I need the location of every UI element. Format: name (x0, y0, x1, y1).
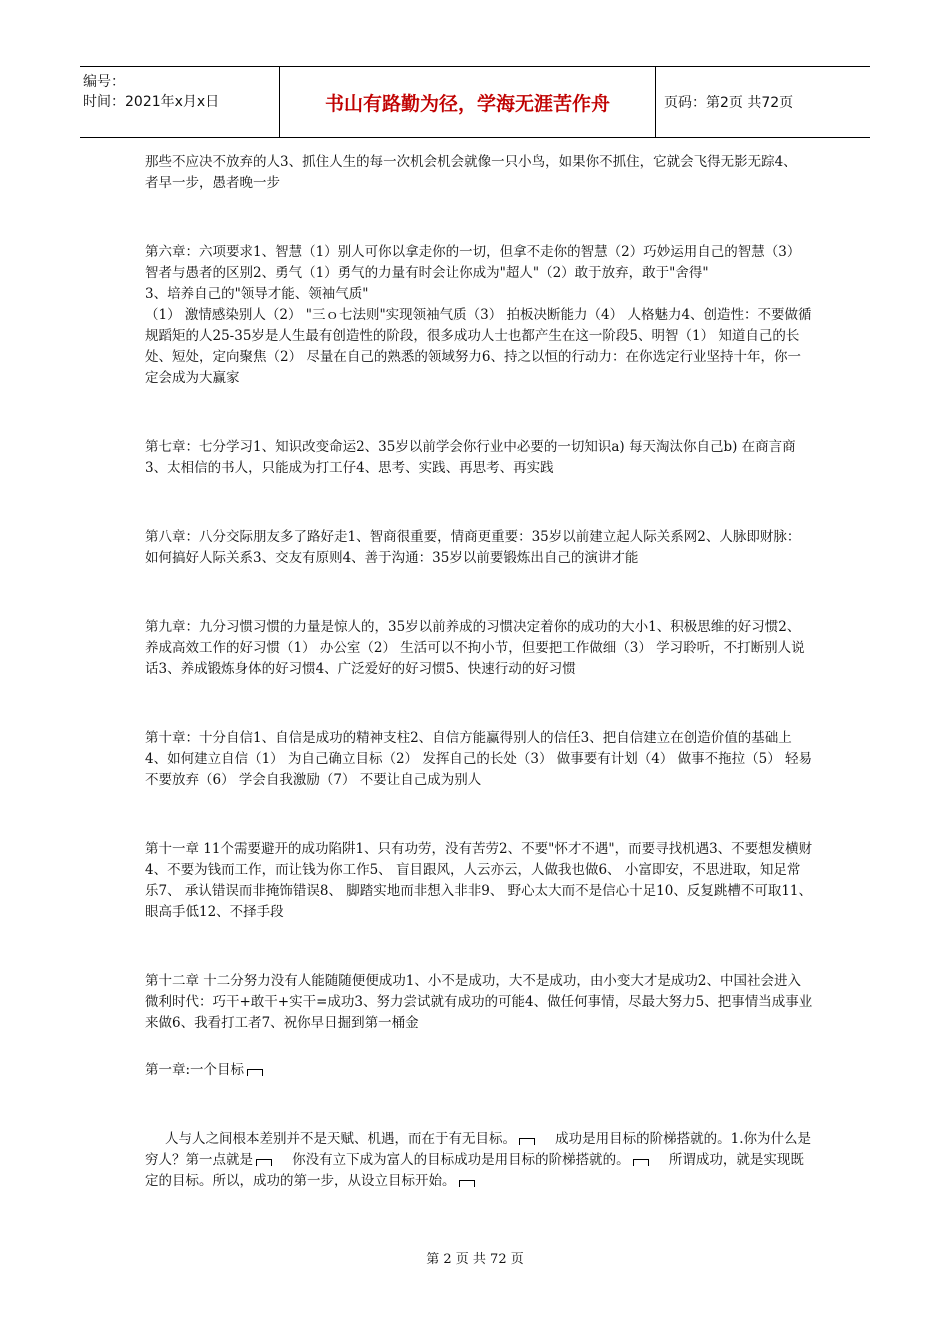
page-footer: 第 2 页 共 72 页 (426, 1252, 524, 1267)
header-info-cell (80, 67, 280, 137)
body-text-part-1: 人与人之间根本差别并不是天赋、机遇，而在于有无目标。 (165, 1131, 516, 1147)
body-text-part-4: 所谓成功，就是实现既定的目标。所以，成功的第一步，从设立目标开始。 (145, 1152, 804, 1189)
paragraph-chapter-7: 第七章：七分学习1、知识改变命运2、35岁以前学会你行业中必要的一切知识a) 每天淘汰你自己b) 在商言商3、太相信的书人，只能成为打工仔4、思考、实践、再思考、再实践 (145, 439, 796, 476)
header-motto: 书山有路勤为径，学海无涯苦作舟 (280, 67, 656, 137)
paragraph-chapter-6-details: （1） 激情感染别人（2） "三ｏ七法则"实现领袖气质（3） 拍板决断能力（4） 人格魅力4、创造性：不要做循规蹈矩的人25-35岁是人生最有创造性的阶段，很多成功人士也都产生在这一阶段5、明智（1） 知道自己的长处、短处，定向聚焦（2） 尽量在自己的熟悉的领域努力6、持之以恒的行动力：在你选定行业坚持十年，你一定会成为大赢家 (145, 307, 812, 386)
page-header (80, 66, 870, 138)
paragraph-chapter-10: 第十章：十分自信1、自信是成功的精神支柱2、自信方能赢得别人的信任3、把自信建立在创造价值的基础上4、如何建立自信（1） 为自己确立目标（2） 发挥自己的长处（3） 做事要有计划（4） 做事不拖拉（5） 轻易不要放弃（6） 学会自我激励（7） 不要让自己成为别人 (145, 730, 812, 788)
paragraph-mark-icon (256, 1159, 272, 1166)
body-text-part-2: 成功是用目标的阶梯搭就的。1.你为什么是穷人？第一点就是 (145, 1131, 812, 1168)
paragraph-chapter-6-part-3: 3、培养自己的"领导才能、领袖气质" (145, 286, 369, 302)
chapter-1-heading (145, 1060, 813, 1081)
body-text-part-3: 你没有立下成为富人的目标成功是用目标的阶梯搭就的。 (292, 1152, 630, 1168)
chapter-1-heading-text: 第一章:一个目标 (145, 1062, 245, 1078)
header-page-label: 页码：第2页 共72页 (664, 95, 794, 111)
paragraph-mark-icon (519, 1138, 535, 1145)
document-date-label: 时间：2021年x月x日 (83, 94, 220, 110)
paragraph-continuation: 那些不应决不放弃的人3、抓住人生的每一次机会机会就像一只小鸟，如果你不抓住，它就会飞得无影无踪4、 者早一步，愚者晚一步 (145, 154, 797, 191)
paragraph-mark-icon (459, 1180, 475, 1187)
paragraph-chapter-11: 第十一章 11个需要避开的成功陷阱1、只有功劳，没有苦劳2、不要"怀才不遇"，而要寻找机遇3、不要想发横财4、不要为钱而工作，而让钱为你工作5、 盲目跟风，人云亦云，人做我也做6、 小富即安，不思进取，知足常乐7、 承认错误而非掩饰错误8、 脚踏实地而非想入非非9、 野心太大而不是信心十足10、反复跳槽不可取11、眼高手低12、不择手段 (145, 841, 813, 920)
document-body (145, 152, 813, 1192)
paragraph-mark-icon (247, 1069, 263, 1076)
paragraph-chapter-12: 第十二章 十二分努力没有人能随随便便成功1、小不是成功，大不是成功，由小变大才是成功2、中国社会进入微利时代：巧干+敢干+实干=成功3、努力尝试就有成功的可能4、做任何事情，尽最大努力5、把事情当成事业来做6、我看打工者7、祝你早日掘到第一桶金 (145, 973, 813, 1031)
paragraph-chapter-6: 第六章：六项要求1、智慧（1）别人可你以拿走你的一切，但拿不走你的智慧（2）巧妙运用自己的智慧（3）智者与愚者的区别2、勇气（1）勇气的力量有时会让你成为"超人"（2）敢于放弃，敢于"舍得" (145, 244, 801, 281)
paragraph-mark-icon (633, 1159, 649, 1166)
paragraph-chapter-1-body (145, 1129, 813, 1192)
paragraph-chapter-8: 第八章：八分交际朋友多了路好走1、智商很重要，情商更重要：35岁以前建立起人际关系网2、人脉即财脉：如何搞好人际关系3、交友有原则4、善于沟通：35岁以前要锻炼出自己的演讲才能 (145, 529, 801, 566)
paragraph-chapter-9: 第九章：九分习惯习惯的力量是惊人的，35岁以前养成的习惯决定着你的成功的大小1、积极思维的好习惯2、养成高效工作的好习惯（1） 办公室（2） 生活可以不拘小节，但要把工作做细（3） 学习聆听，不打断别人说话3、养成锻炼身体的好习惯4、广泛爱好的好习惯5、快速行动的好习惯 (145, 619, 805, 677)
document-number-label: 编号： (83, 74, 125, 90)
